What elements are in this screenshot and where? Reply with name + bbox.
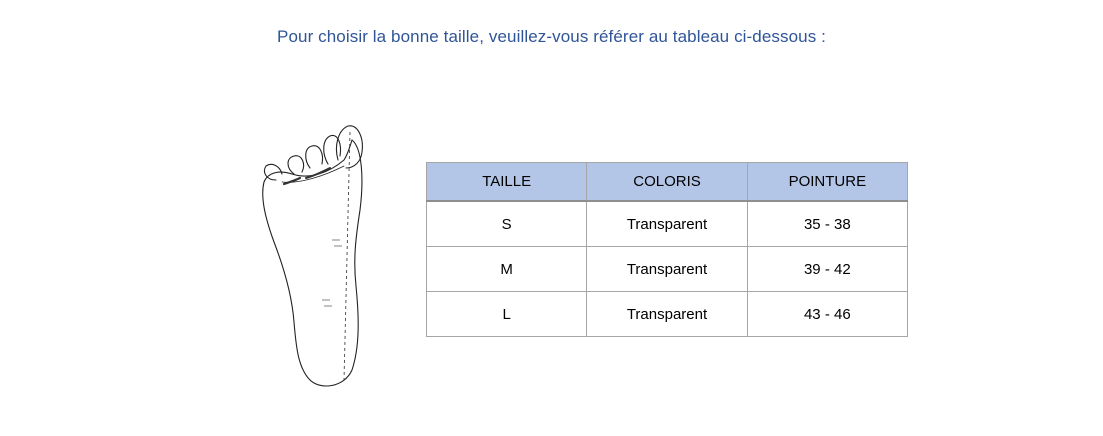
page-heading: Pour choisir la bonne taille, veuillez-vous référer au tableau ci-dessous : — [277, 27, 826, 46]
cell-pointure: 39 - 42 — [747, 247, 907, 292]
table-header-row — [427, 163, 908, 202]
table-row — [427, 292, 908, 337]
header-taille: TAILLE — [427, 163, 587, 202]
header-pointure: POINTURE — [747, 163, 907, 202]
table-row — [427, 201, 908, 247]
cell-taille: M — [427, 247, 587, 292]
cell-coloris: Transparent — [587, 292, 747, 337]
header-coloris: COLORIS — [587, 163, 747, 202]
cell-coloris: Transparent — [587, 201, 747, 247]
cell-taille: S — [427, 201, 587, 247]
table-row — [427, 247, 908, 292]
foot-outline-icon — [240, 118, 380, 394]
cell-taille: L — [427, 292, 587, 337]
cell-pointure: 35 - 38 — [747, 201, 907, 247]
size-table — [426, 162, 908, 337]
cell-coloris: Transparent — [587, 247, 747, 292]
cell-pointure: 43 - 46 — [747, 292, 907, 337]
